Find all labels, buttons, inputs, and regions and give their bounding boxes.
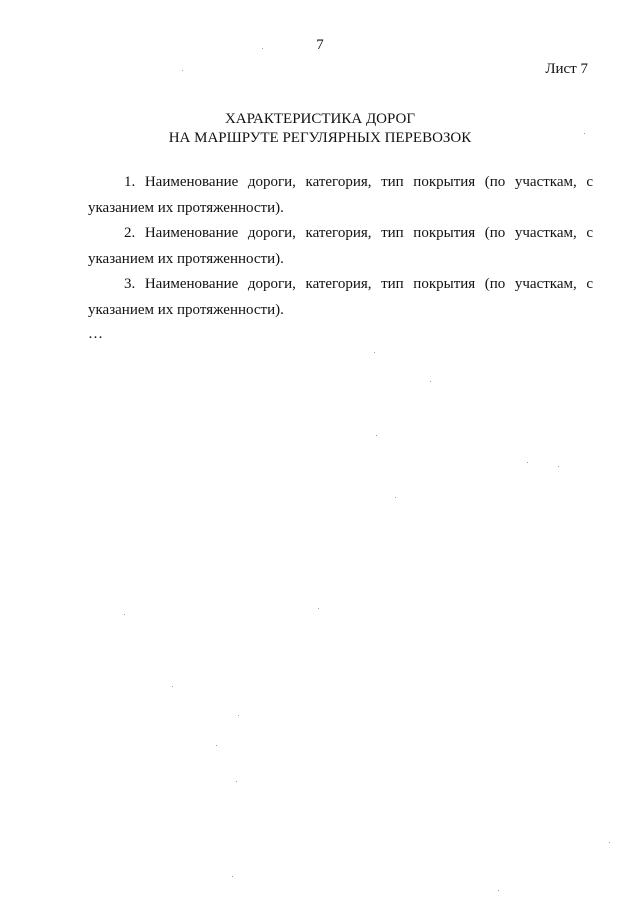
road-items-list <box>88 170 593 323</box>
scan-speck <box>182 70 183 71</box>
road-item-3: 3. Наименование дороги, категория, тип покрытия (по участкам, с указанием их протяженности). <box>88 276 593 318</box>
document-title <box>0 110 640 148</box>
scan-speck <box>395 497 396 498</box>
scan-speck <box>238 715 239 716</box>
scan-speck <box>558 466 559 467</box>
scan-speck <box>318 608 319 609</box>
scan-speck <box>527 462 528 463</box>
scan-speck <box>498 890 499 891</box>
title-line-1: ХАРАКТЕРИСТИКА ДОРОГ <box>224 111 416 127</box>
scan-speck <box>236 781 237 782</box>
road-item-2: 2. Наименование дороги, категория, тип покрытия (по участкам, с указанием их протяженности). <box>88 225 593 267</box>
road-item-1: 1. Наименование дороги, категория, тип покрытия (по участкам, с указанием их протяженности). <box>88 174 593 216</box>
title-line-2: НА МАРШРУТЕ РЕГУЛЯРНЫХ ПЕРЕВОЗОК <box>168 130 472 146</box>
scan-speck <box>376 435 377 436</box>
scan-speck <box>609 842 610 843</box>
scan-speck <box>374 352 375 353</box>
scan-speck <box>124 614 125 615</box>
sheet-label: Лист 7 <box>545 61 588 77</box>
scan-speck <box>232 876 233 877</box>
page-number: 7 <box>316 37 324 53</box>
scan-speck <box>584 133 585 134</box>
scan-speck <box>172 686 173 687</box>
scan-speck <box>430 381 431 382</box>
scan-speck <box>216 745 217 746</box>
scan-speck <box>262 48 263 49</box>
continuation-ellipsis: … <box>88 326 104 342</box>
